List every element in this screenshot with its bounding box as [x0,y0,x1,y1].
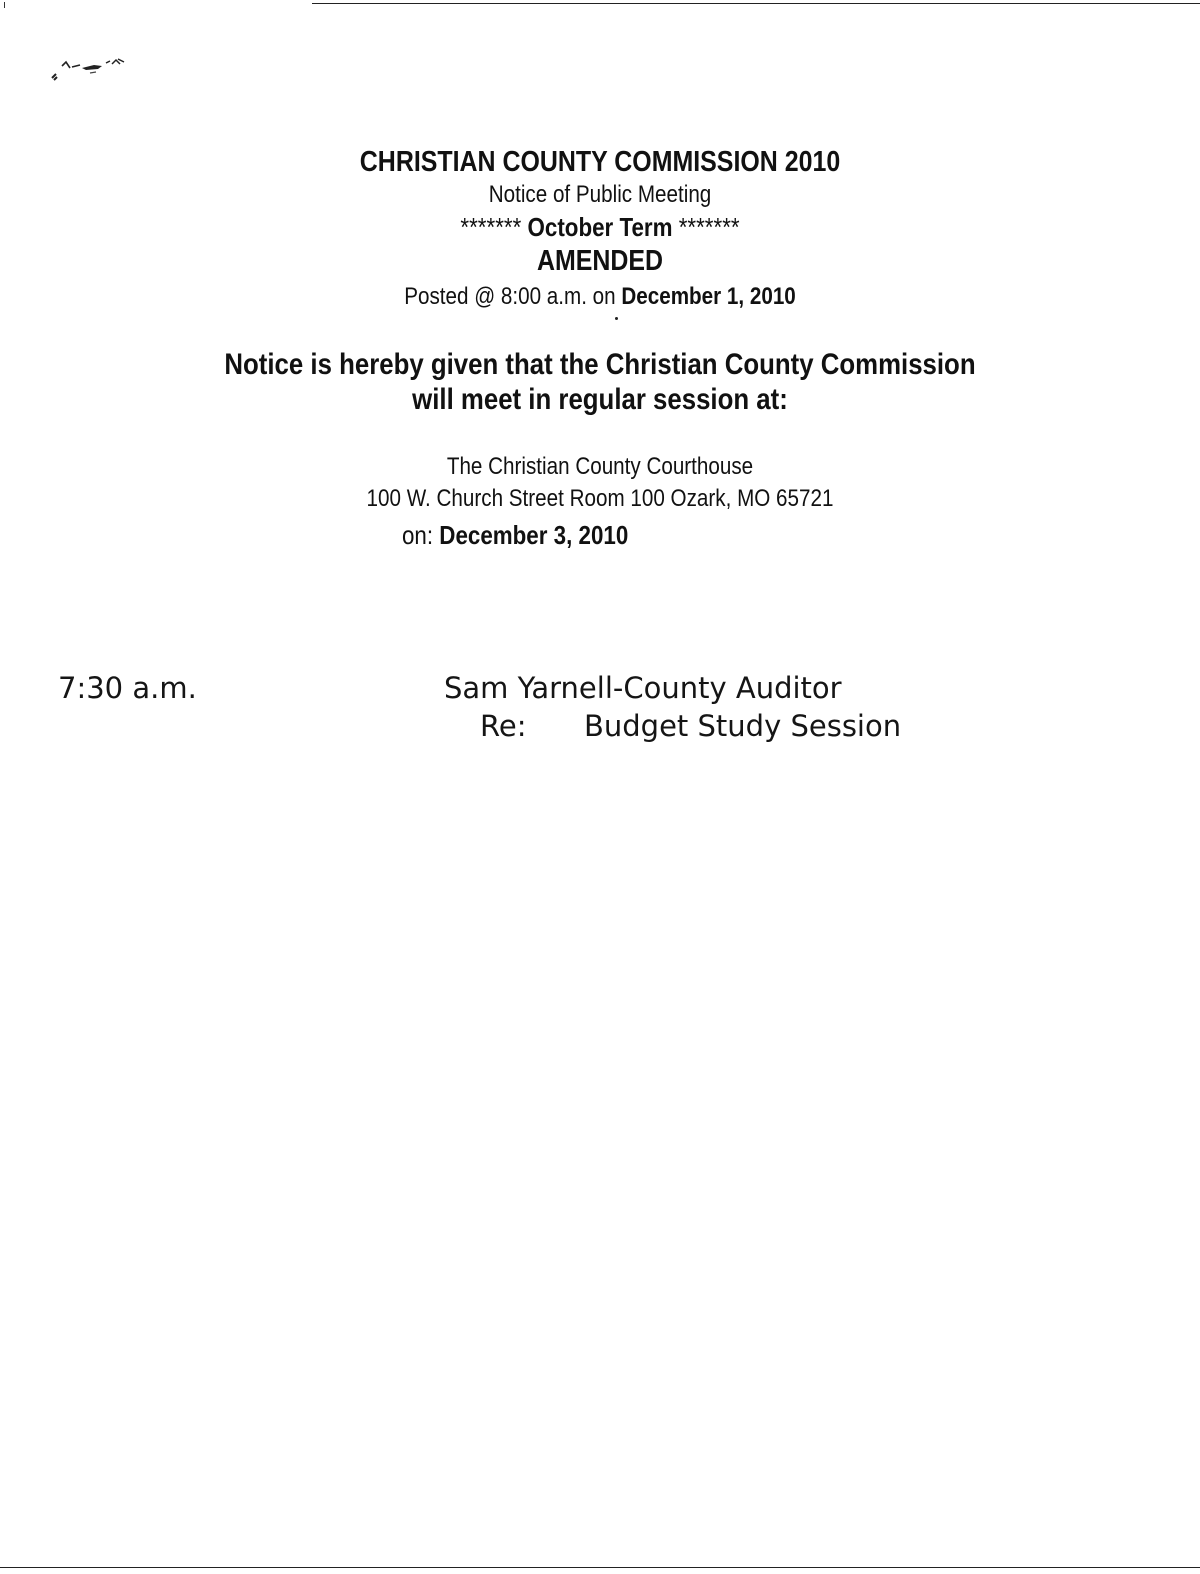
agenda-item-time: 7:30 a.m. [58,671,197,705]
document-title: CHRISTIAN COUNTY COMMISSION 2010 [359,146,841,178]
term-line [84,212,1116,243]
term-prefix: ******* [460,212,528,242]
posted-prefix: Posted @ 8:00 a.m. on [404,283,622,310]
posted-line [84,283,1116,311]
agenda-item-subject: Budget Study Session [584,709,902,743]
agenda-item-presenter: Sam Yarnell-County Auditor [444,671,842,705]
term-name: October Term [527,212,673,242]
stray-dot-mark [615,317,618,320]
meeting-date-line [402,520,628,551]
bottom-border-line [0,1567,1200,1568]
notice-statement-line-1: Notice is hereby given that the Christian County Commission [224,348,976,381]
document-subtitle: Notice of Public Meeting [488,181,712,208]
scan-artifact-mark [46,52,136,86]
meeting-date: December 3, 2010 [439,520,629,550]
posted-date: December 1, 2010 [621,283,796,310]
amended-label: AMENDED [536,245,664,277]
top-border-line [312,3,1200,4]
agenda-item-re-label: Re: [480,709,527,743]
notice-statement-line-2: will meet in regular session at: [412,383,788,416]
term-suffix: ******* [672,212,740,242]
meeting-date-label: on: [402,520,440,550]
venue-address: 100 W. Church Street Room 100 Ozark, MO 65721 [366,485,834,512]
corner-tick-mark [4,2,5,8]
venue-name: The Christian County Courthouse [446,453,754,480]
